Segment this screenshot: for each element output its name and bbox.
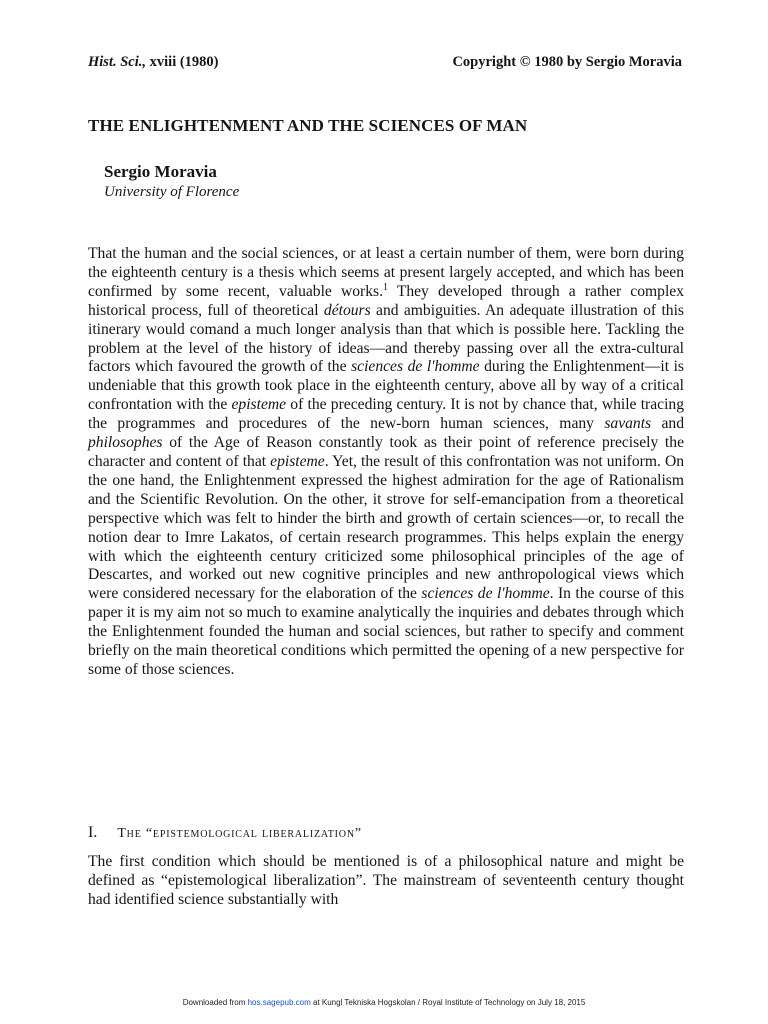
- section-heading: [88, 824, 362, 842]
- journal-citation: [88, 54, 219, 71]
- text-run: They developed through a rather complex historical process, full of theoretical: [88, 282, 684, 319]
- copyright-label: Copyright: [452, 54, 517, 70]
- author-name: Sergio Moravia: [104, 162, 217, 181]
- italic-term: philosophes: [88, 434, 163, 452]
- text-run: That the human and the social sciences, or at least a certain number of them, were born during the eighteenth century is a thesis which seems at present largely accepted, and which has been confirmed by some recent, valuable works.: [88, 245, 684, 300]
- text-run: of the Age of Reason constantly took as their point of reference precisely the character and content of that: [88, 434, 684, 470]
- journal-name: Hist. Sci.,: [88, 54, 147, 70]
- text-run: . Yet, the result of this confrontation was not uniform. On the one hand, the Enlightenment expressed the highest admiration for the age of Rationalism and the Scientific Revolution. On the other, it strove for self-emancipation from a theoretical perspective which was felt to hinder the birth and growth of certain sciences—or, to recall the notion dear to Imre Lakatos, of certain research programmes. This helps explain the energy with which the eighteenth century criticized some philosophical principles of the age of Descartes, and worked out new cognitive principles and new anthropological views which were considered necessary for the elaboration of the: [88, 452, 685, 603]
- body-paragraph-2: The first condition which should be mentioned is of a philosophical nature and might be defined as “epistemological liberalization”. The mainstream of seventeenth century thought had identified science substantially with: [88, 853, 684, 908]
- text-run: . In the course of this paper it is my aim not so much to examine analytically the inquiries and debates through which the Enlightenment founded the human and social sciences, but rather to specify and comment briefly on the main theoretical conditions which permitted the opening of a new perspective for some of those sciences.: [88, 585, 685, 678]
- italic-term: savants: [604, 415, 652, 433]
- section-number: I.: [88, 824, 98, 841]
- footer-prefix: Downloaded from: [182, 998, 248, 1007]
- author-affiliation: University of Florence: [104, 184, 240, 200]
- text-run: of the preceding century. It is not by chance that, while tracing the programmes and procedures of the new-born human sciences, many: [88, 396, 684, 433]
- italic-term: episteme: [270, 452, 325, 470]
- section-title: The “epistemological liberalization”: [117, 826, 362, 841]
- text-run: and: [651, 415, 684, 433]
- copyright-holder: 1980 by Sergio Moravia: [534, 54, 682, 70]
- copyright-notice: [452, 54, 682, 71]
- text-run: and ambiguities. An adequate illustration of this itinerary would comand a much longer analysis than that which is possible here. Tackling the problem at the level of the history of ideas—and thereby passing over all the extra-cultural factors which favoured the growth of the: [88, 301, 684, 376]
- italic-term: sciences de l'homme: [351, 358, 480, 376]
- text-run: during the Enlightenment—it is undeniable that this growth took place in the eighteenth century, above all by way of a critical confrontation with the: [88, 358, 685, 414]
- running-header: [88, 54, 682, 71]
- copyright-symbol: ©: [519, 54, 531, 70]
- italic-term: episteme: [231, 396, 287, 414]
- journal-volume: xviii (1980): [149, 54, 219, 70]
- article-title: THE ENLIGHTENMENT AND THE SCIENCES OF MAN: [88, 116, 528, 135]
- italic-term: détours: [323, 301, 371, 319]
- footer-link[interactable]: hos.sagepub.com: [247, 998, 311, 1007]
- body-paragraph-1: [88, 245, 684, 680]
- download-footer: [0, 998, 768, 1007]
- italic-term: sciences de l'homme: [421, 585, 550, 603]
- footnote-marker[interactable]: 1: [382, 281, 388, 293]
- footer-suffix: at Kungl Tekniska Hogskolan / Royal Institute of Technology on July 18, 2015: [310, 998, 586, 1007]
